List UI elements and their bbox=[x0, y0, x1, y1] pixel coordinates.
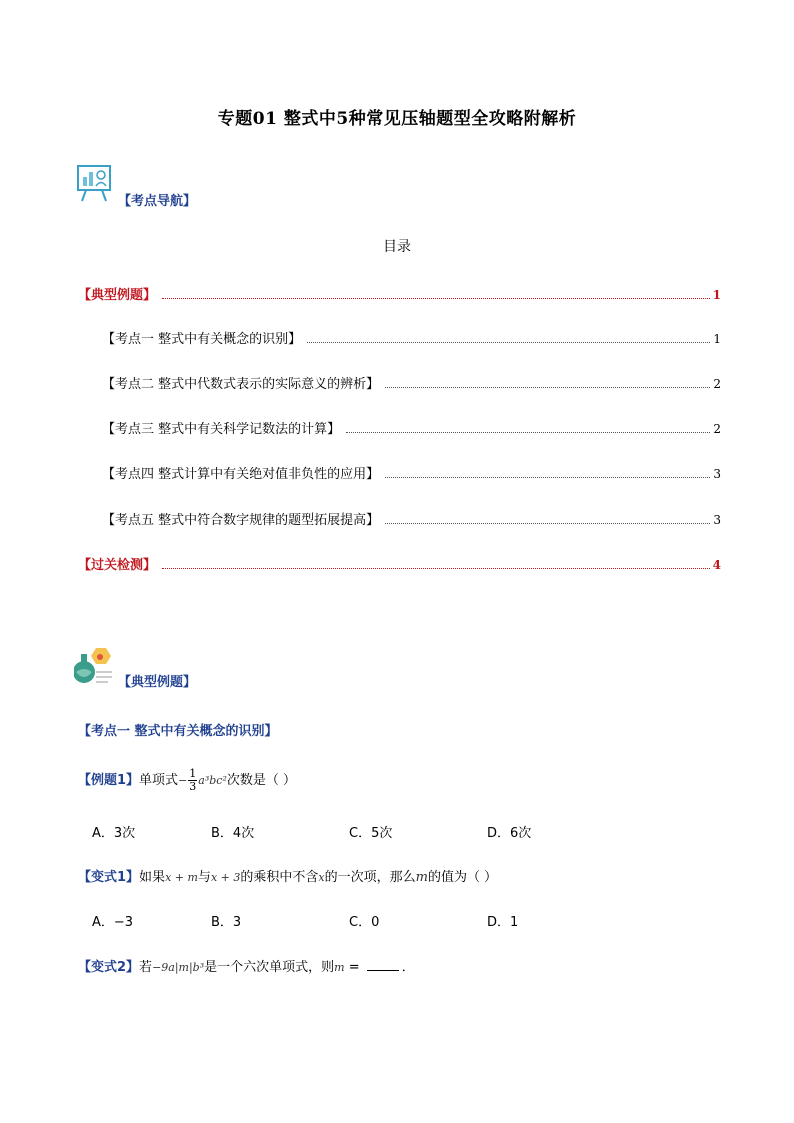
question-text: 是一个六次单项式，则 bbox=[204, 960, 335, 975]
toc-entry-label: 【考点二 整式中代数式表示的实际意义的辨析】 bbox=[102, 377, 380, 392]
toc-entry-label: 【考点五 整式中符合数字规律的题型拓展提高】 bbox=[102, 513, 380, 528]
page-title: 专题01 整式中5种常见压轴题型全攻略附解析 bbox=[217, 109, 577, 129]
toc-leader bbox=[385, 386, 710, 388]
option-b[interactable]: B．4次 bbox=[211, 826, 255, 841]
toc-leader bbox=[307, 341, 710, 343]
toc-heading: 目录 bbox=[383, 239, 411, 255]
option-b[interactable]: B．3 bbox=[211, 915, 242, 930]
toc-page-number: 3 bbox=[713, 467, 721, 481]
toc-entry-label: 【考点三 整式中有关科学记数法的计算】 bbox=[102, 422, 341, 437]
toc-entry-kaodian1[interactable] bbox=[102, 328, 721, 346]
toc-leader bbox=[385, 522, 710, 524]
question-tag: 【变式2】 bbox=[78, 960, 140, 975]
fraction-numerator: 1 bbox=[189, 767, 197, 780]
math-expression: m bbox=[334, 961, 345, 974]
toc-entry-kaodian5[interactable] bbox=[102, 509, 721, 527]
question-tag: 【例题1】 bbox=[78, 773, 140, 788]
question-text: 如果 bbox=[139, 870, 166, 885]
toc-page-number: 2 bbox=[713, 377, 721, 391]
math-minus: − bbox=[178, 774, 188, 787]
question-text: 与 bbox=[197, 870, 211, 885]
toc-entry-label: 【考点四 整式计算中有关绝对值非负性的应用】 bbox=[102, 467, 380, 482]
math-expression: a³bc² bbox=[198, 774, 227, 787]
toc-entry-label: 【过关检测】 bbox=[78, 558, 157, 573]
question-variant-1 bbox=[78, 866, 497, 885]
toc-leader bbox=[162, 567, 710, 569]
toc-page-number: 1 bbox=[713, 332, 721, 346]
toc-page-number: 4 bbox=[712, 558, 721, 572]
answer-blank[interactable] bbox=[367, 970, 399, 971]
question-text: 次数是（ ） bbox=[226, 773, 297, 788]
options-variant-1 bbox=[92, 911, 547, 930]
math-expression: x + m bbox=[165, 871, 198, 884]
question-text: ． bbox=[401, 960, 415, 975]
section-label: 【典型例题】 bbox=[118, 675, 197, 690]
fraction-denominator: 3 bbox=[189, 780, 197, 793]
fraction bbox=[188, 768, 197, 793]
toc-entry-label: 【考点一 整式中有关概念的识别】 bbox=[102, 332, 302, 347]
option-d[interactable]: D．6次 bbox=[487, 826, 532, 841]
option-a[interactable]: A．3次 bbox=[92, 826, 136, 841]
question-text: 若 bbox=[139, 960, 153, 975]
question-tag: 【变式1】 bbox=[78, 870, 140, 885]
toc-entry-kaodian2[interactable] bbox=[102, 373, 721, 391]
option-d[interactable]: D．1 bbox=[487, 915, 519, 930]
toc-leader bbox=[346, 431, 710, 433]
math-expression: m bbox=[415, 870, 428, 885]
flask-icon bbox=[74, 646, 114, 688]
math-expression: x bbox=[318, 871, 325, 884]
toc-page-number: 1 bbox=[712, 288, 721, 302]
question-example-1 bbox=[78, 768, 296, 793]
option-c[interactable]: C．5次 bbox=[349, 826, 393, 841]
toc-entry-guoguan[interactable] bbox=[78, 554, 721, 572]
toc-entry-kaodian3[interactable] bbox=[102, 418, 721, 436]
question-text: = bbox=[344, 960, 364, 975]
toc-leader bbox=[385, 476, 710, 478]
toc-entry-kaodian4[interactable] bbox=[102, 463, 721, 481]
kaodian-title: 【考点一 整式中有关概念的识别】 bbox=[78, 724, 278, 739]
math-expression: −9a|m|b³ bbox=[152, 961, 205, 974]
toc-page-number: 2 bbox=[713, 422, 721, 436]
toc-page-number: 3 bbox=[713, 513, 721, 527]
toc-entry-label: 【典型例题】 bbox=[78, 288, 157, 303]
option-a[interactable]: A．−3 bbox=[92, 915, 134, 930]
question-text: 的一次项，那么 bbox=[324, 870, 416, 885]
question-text: 单项式 bbox=[139, 773, 179, 788]
question-text: 的值为（ ） bbox=[427, 870, 498, 885]
toc-entry-dianxing[interactable] bbox=[78, 284, 721, 302]
question-variant-2 bbox=[78, 956, 415, 975]
nav-label: 【考点导航】 bbox=[118, 194, 197, 209]
math-expression: x + 3 bbox=[210, 871, 241, 884]
options-example-1 bbox=[92, 822, 547, 841]
option-c[interactable]: C．0 bbox=[349, 915, 380, 930]
presentation-board-icon bbox=[74, 163, 114, 203]
question-text: 的乘积中不含 bbox=[240, 870, 319, 885]
toc-leader bbox=[162, 297, 710, 299]
